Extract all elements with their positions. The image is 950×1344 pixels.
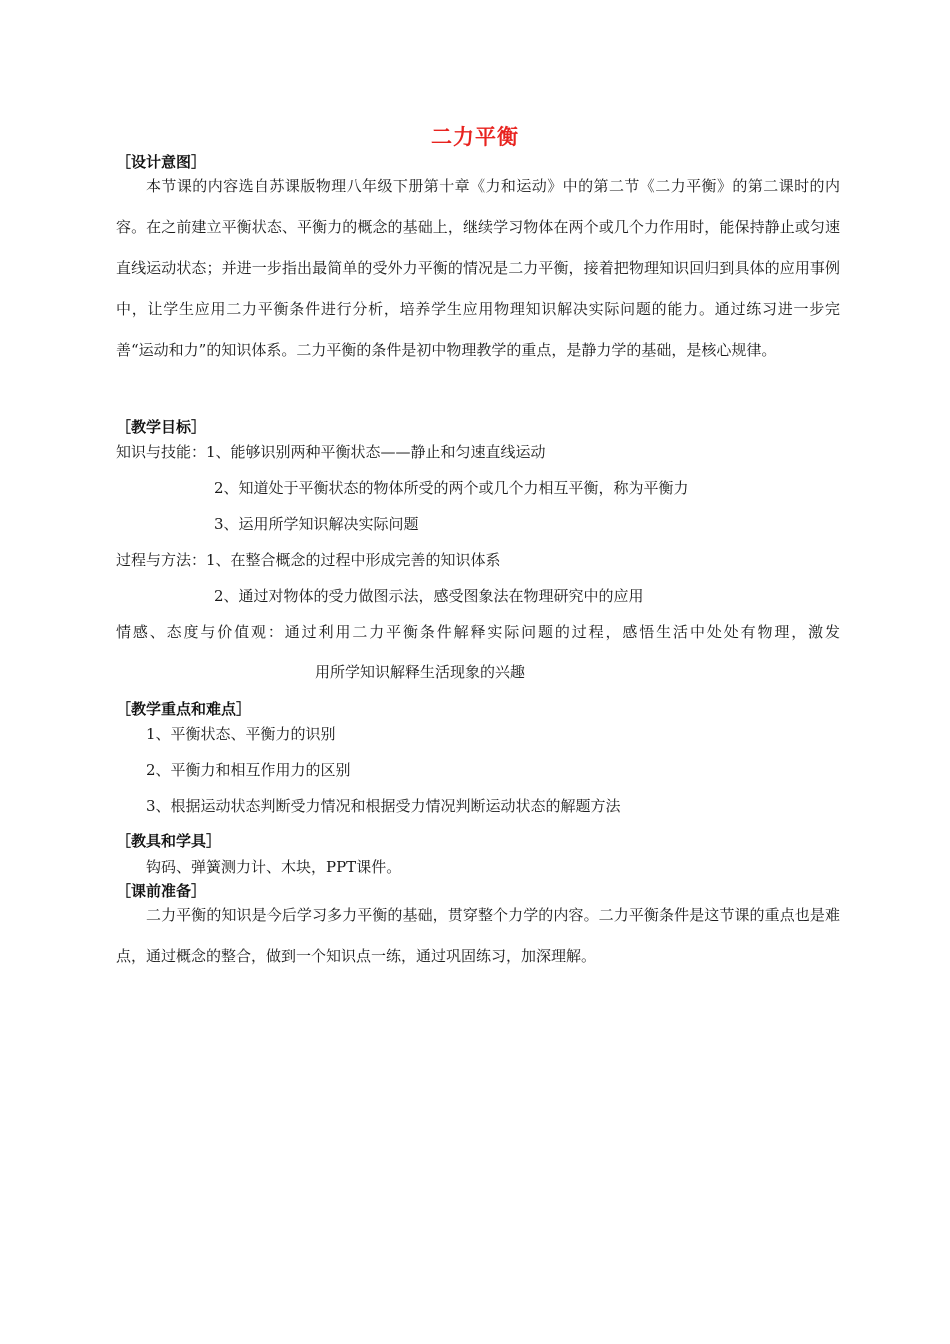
design-intent-text: 本节课的内容选自苏课版物理八年级下册第十章《力和运动》中的第二节《二力平衡》的第二课时的内容。在之前建立平衡状态、平衡力的概念的基础上，继续学习物体在两个或几个力作用时，能保持静止或匀速直线运动状态；并进一步指出最简单的受外力平衡的情况是二力平衡，接着把物理知识回归到具体的应用事例中，让学生应用二力平衡条件进行分析，培养学生应用物理知识解决实际问题的能力。通过练习进一步完善“运动和力”的知识体系。二力平衡的条件是初中物理教学的重点，是静力学的基础，是核心规律。	[116, 177, 840, 359]
key-point-item: 3、根据运动状态判断受力情况和根据受力情况判断运动状态的解题方法	[146, 797, 621, 815]
goal-line: 2、通过对物体的受力做图示法，感受图象法在物理研究中的应用	[214, 587, 644, 605]
prep-text: 二力平衡的知识是今后学习多力平衡的基础，贯穿整个力学的内容。二力平衡条件是这节课的重点也是难点，通过概念的整合，做到一个知识点一练，通过巩固练习，加深理解。	[116, 906, 840, 965]
key-point-item: 2、平衡力和相互作用力的区别	[146, 761, 351, 779]
design-intent-heading: ［设计意图］	[116, 153, 207, 171]
goal-line: 3、运用所学知识解决实际问题	[214, 515, 419, 533]
prep-paragraph	[116, 895, 840, 977]
teaching-goals-heading: ［教学目标］	[116, 418, 207, 436]
design-intent-paragraph	[116, 166, 840, 371]
page-title: 二力平衡	[431, 125, 519, 149]
goal-line: 过程与方法：1、在整合概念的过程中形成完善的知识体系	[116, 551, 501, 569]
goal-line: 2、知道处于平衡状态的物体所受的两个或几个力相互平衡，称为平衡力	[214, 479, 689, 497]
key-point-item: 1、平衡状态、平衡力的识别	[146, 725, 336, 743]
goal-line: 知识与技能：1、能够识别两种平衡状态——静止和匀速直线运动	[116, 443, 546, 461]
goal-line: 情感、态度与价值观：通过利用二力平衡条件解释实际问题的过程，感悟生活中处处有物理，激发	[116, 623, 840, 641]
tools-heading: ［教具和学具］	[116, 832, 222, 850]
goal-line: 用所学知识解释生活现象的兴趣	[315, 663, 526, 681]
prep-heading: ［课前准备］	[116, 882, 207, 900]
tools-text: 钩码、弹簧测力计、木块，PPT课件。	[146, 858, 402, 876]
key-points-heading: ［教学重点和难点］	[116, 700, 252, 718]
